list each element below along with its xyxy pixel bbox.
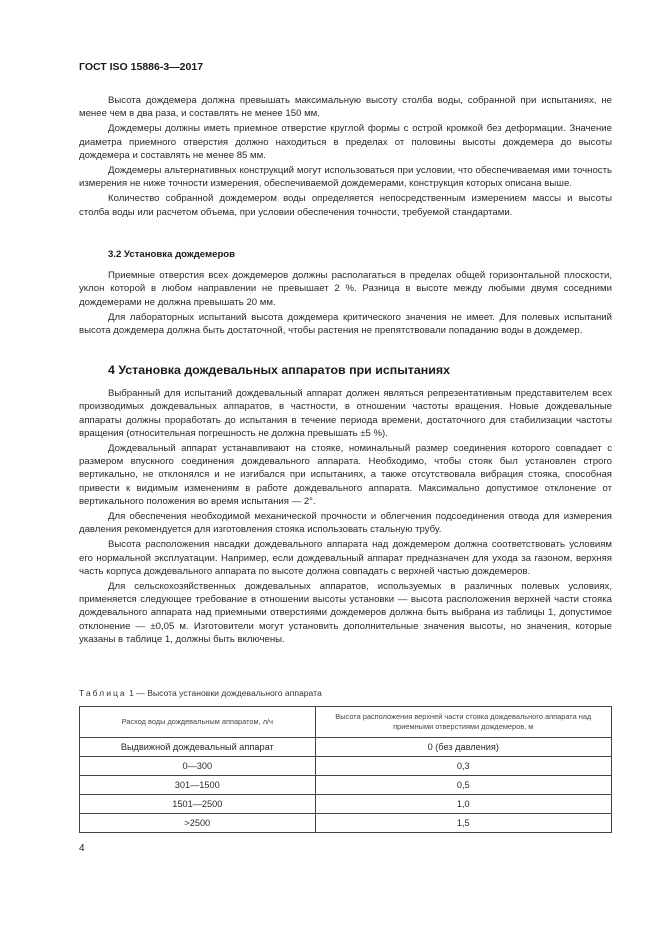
flow-cell: 301—1500	[80, 776, 316, 795]
table-row	[80, 757, 612, 776]
section-heading: 4 Установка дождевальных аппаратов при испытаниях	[108, 363, 450, 377]
paragraph: Выбранный для испытаний дождевальный аппарат должен являться репрезентативным представителем всех производимых дождевальных аппаратов, в частности, в отношении частоты вращения. Новые дождевальные аппараты должны проработать до испытания в течение периода времени, достаточного для стабилизации частоты вращения (относительная погрешность не должна превышать ±5 %).	[79, 388, 612, 439]
height-cell: 1,5	[315, 814, 611, 833]
paragraph: Для лабораторных испытаний высота дождемера критического значения не имеет. Для полевых испытаний высота дождемера должна быть достаточной, чтобы растения не препятствовали попаданию воды в дождемер.	[79, 311, 612, 337]
table-row	[80, 776, 612, 795]
table-row	[80, 814, 612, 833]
table-row	[80, 795, 612, 814]
flow-cell: >2500	[80, 814, 316, 833]
column-header-height: Высота расположения верхней части стояка дождевального аппарата над приемными отверстиями дождемеров, м	[315, 707, 611, 738]
table-caption-text: 1 — Высота установки дождевального аппарата	[129, 688, 322, 698]
paragraph: Дождевальный аппарат устанавливают на стояке, номинальный размер соединения которого совпадает с размером впускного соединения дождевального аппарата. Необходимо, чтобы стояк был установлен строго вертикально, не отклонялся и не изгибался при испытаниях, а также отсутствовала вибрация стояка, способная привести к видимым изменениям в работе дождевального аппарата. Максимально допустимое отклонение от вертикального положения во время испытания — 2°.	[79, 443, 612, 507]
table-caption-prefix: Таблица	[79, 688, 127, 698]
column-header-flow: Расход воды дождевальным аппаратом, л/ч	[80, 707, 316, 738]
paragraph: Количество собранной дождемером воды определяется непосредственным измерением массы и высоты столба воды или расчетом объема, при условии обеспечения точности, требуемой стандартами.	[79, 193, 612, 218]
table-caption	[79, 688, 322, 698]
height-table	[79, 706, 612, 833]
height-cell: 0 (без давления)	[315, 738, 611, 757]
section-3-2	[79, 248, 612, 339]
height-cell: 0,3	[315, 757, 611, 776]
height-cell: 1,0	[315, 795, 611, 814]
page-number: 4	[79, 843, 85, 854]
table-row	[80, 738, 612, 757]
intro-text-block	[79, 94, 612, 221]
section-4	[79, 364, 612, 648]
standard-designation: ГОСТ ISO 15886-3—2017	[79, 61, 204, 73]
paragraph: Высота расположения насадки дождевального аппарата над дождемером должна соответствовать условиям его нормальной эксплуатации. Например, если дождевальный аппарат предназначен для ухода за газоном, верхняя часть корпуса дождевального аппарата по высоте должна совпадать с верхней частью дождемеров.	[79, 539, 612, 577]
table-header-row	[80, 707, 612, 738]
height-cell: 0,5	[315, 776, 611, 795]
section-heading: 3.2 Установка дождемеров	[108, 249, 236, 260]
paragraph: Высота дождемера должна превышать максимальную высоту столба воды, собранной при испытаниях, не менее чем в два раза, и составлять не менее 150 мм.	[79, 95, 612, 120]
flow-cell: Выдвижной дождевальный аппарат	[80, 738, 316, 757]
flow-cell: 0—300	[80, 757, 316, 776]
paragraph: Для обеспечения необходимой механической прочности и облегчения подсоединения отвода для измерения давления рекомендуется для изготовления стояка использовать стальную трубу.	[79, 511, 612, 536]
paragraph: Дождемеры должны иметь приемное отверстие круглой формы с острой кромкой без деформации. Значение диаметра приемного отверстия должно находиться в пределах от половины высоты дождемера до высоты дождемера и составлять не менее 85 мм.	[79, 123, 612, 161]
paragraph: Дождемеры альтернативных конструкций могут использоваться при условии, что обеспечиваемая ими точность измерения не ниже точности измерения, обеспечиваемой дождемерами, конструкция которых описана выше.	[79, 165, 612, 190]
flow-cell: 1501—2500	[80, 795, 316, 814]
paragraph: Приемные отверстия всех дождемеров должны располагаться в пределах общей горизонтальной плоскости, уклон которой в любом направлении не превышает 2 %. Разница в высоте между любыми двумя соседними дождемерами не должна превышать 20 мм.	[79, 270, 612, 308]
paragraph: Для сельскохозяйственных дождевальных аппаратов, используемых в различных полевых условиях, применяется следующее требование в отношении высоты установки — высота расположения верхней части стояка дождевального аппарата над приемными отверстиями дождемеров должна быть выбрана из таблицы 1, допустимое отклонение — ±0,05 м. Изготовители могут установить дополнительные значения высоты, но значения, которые указаны в таблице 1, должны быть включены.	[79, 581, 612, 645]
